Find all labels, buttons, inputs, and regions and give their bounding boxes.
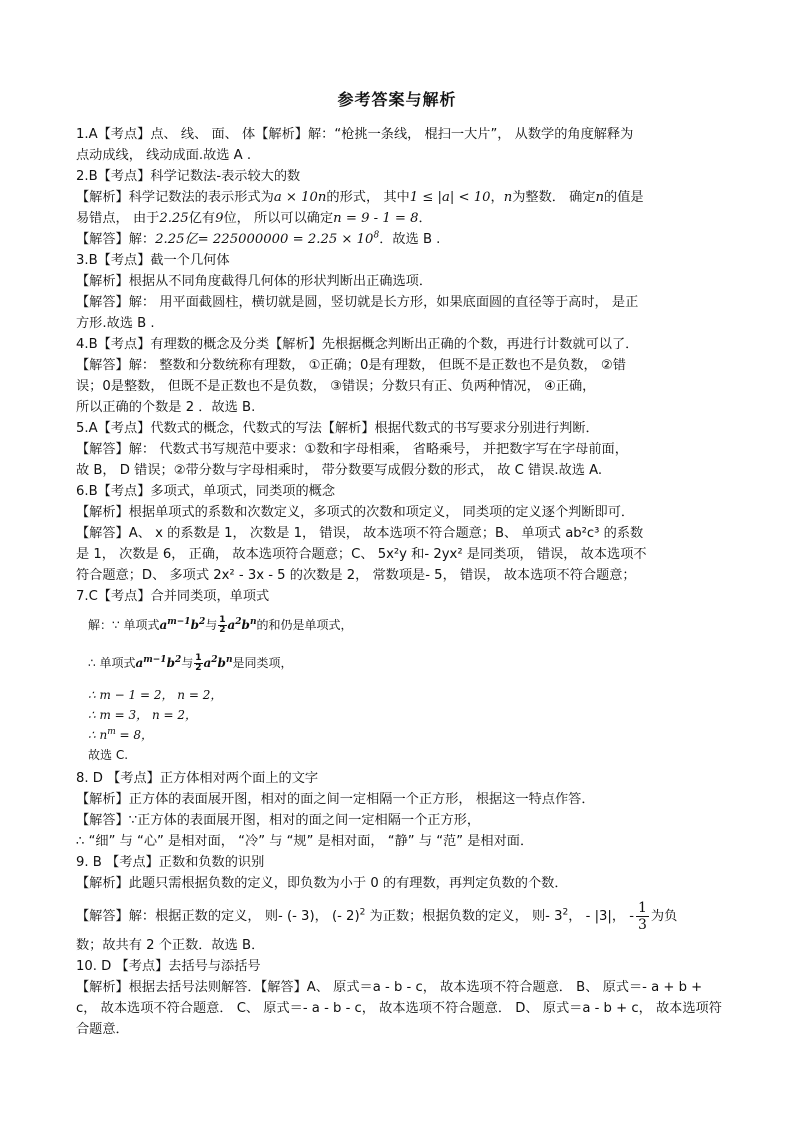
text: 的值是	[604, 190, 644, 205]
answer-8-line-1: 8. D 【考点】正方体相对两个面上的文字	[76, 771, 319, 786]
text: ．	[418, 211, 432, 226]
text: 【解答】解：	[76, 232, 156, 247]
answer-2-line-3	[76, 210, 432, 228]
math-expr: 9	[215, 211, 224, 226]
answer-7-step-5	[88, 726, 153, 744]
answer-6-line-3: 【解答】A、 x 的系数是 1， 次数是 1， 错误， 故本选项不符合题意；B、 单项式 ab²c³ 的系数	[76, 526, 644, 541]
answer-10-line-2: 【解析】根据去括号法则解答．【解答】A、 原式＝a - b - c， 故本选项不符合题意． B、 原式＝- a + b +	[76, 980, 703, 995]
monomial-2: $a^2b^n$	[203, 655, 233, 670]
answer-6-line-5: 符合题意；D、 多项式 2x² - 3x - 5 的次数是 2， 常数项是- 5， 错误， 故本选项不符合题意；	[76, 568, 636, 583]
math-expr: 2.25	[159, 211, 189, 226]
answer-4-line-2: 【解答】解： 整数和分数统称有理数， ①正确；0是有理数， 但既不是正数也不是负数， ②错	[76, 358, 626, 373]
answer-6-line-1: 6.B【考点】多项式，单项式，同类项的概念	[76, 484, 336, 499]
monomial-1: $a^{m-1}b^2$	[159, 617, 206, 632]
answer-7-step-1	[88, 616, 353, 635]
text: 亿有	[188, 211, 216, 226]
answer-5-line-3: 故 B， D 错误；②带分数与字母相乘时， 带分数要写成假分数的形式， 故 C 错误.故选 A.	[76, 463, 603, 478]
text: ， - |3|， -	[568, 909, 634, 924]
text: 的形式， 其中	[326, 190, 410, 205]
answer-2-line-2	[76, 189, 644, 207]
text: 【解答】解：根据正数的定义， 则- (- 3)， (- 2)	[76, 909, 360, 924]
answer-2-line-4	[76, 231, 440, 249]
connector: 与	[205, 618, 218, 632]
text: ∴ n	[88, 728, 108, 742]
math-expr: 1 ≤ |a| < 10	[409, 190, 491, 205]
answer-3-line-2: 【解析】根据从不同角度截得几何体的形状判断出正确选项．	[76, 274, 433, 289]
answer-10-line-3: c， 故本选项不符合题意． C、 原式＝- a - b - c， 故本选项不符合题意． D、 原式＝a - b + c， 故本选项符	[76, 1001, 722, 1016]
answer-8-line-4: ∴ “细” 与 “心” 是相对面， “冷” 与 “规” 是相对面， “静” 与 “范” 是相对面．	[76, 834, 534, 849]
text: 为正数；根据负数的定义， 则- 3	[365, 909, 563, 924]
text: ．故选 B .	[379, 232, 441, 247]
answer-9-line-2: 【解析】此题只需根据负数的定义，即负数为小于 0 的有理数，再判定负数的个数．	[76, 876, 568, 891]
exponent: 2	[562, 907, 569, 918]
math-expr: n	[595, 190, 605, 205]
monomial-1: $a^{m-1}b^2$	[135, 655, 182, 670]
answer-9-line-4: 数；故共有 2 个正数．故选 B．	[76, 938, 265, 953]
answer-5-line-1: 5.A【考点】代数式的概念，代数式的写法【解析】根据代数式的书写要求分别进行判断．	[76, 421, 599, 436]
answer-6-line-2: 【解析】根据单项式的系数和次数定义，多项式的次数和项定义， 同类项的定义逐个判断即可．	[76, 505, 635, 520]
math-expr: 2.25亿= 225000000 = 2.25 × 10	[155, 232, 374, 247]
answer-2-line-1: 2.B【考点】科学记数法-表示较大的数	[76, 169, 301, 184]
answer-7-step-6: 故选 C.	[88, 748, 129, 762]
answer-3-line-4: 方形.故选 B .	[76, 316, 155, 331]
monomial-2: $a^2b^n$	[227, 617, 257, 632]
fraction-half: $\frac{1}{2}$	[219, 615, 226, 635]
fraction-one-third: $\frac{1}{3}$	[638, 899, 647, 933]
answer-7-step-2	[88, 654, 293, 673]
answer-7-line-1: 7.C【考点】合并同类项，单项式	[76, 589, 270, 604]
math-expr: n	[503, 190, 513, 205]
exponent: m	[107, 727, 116, 737]
fraction-half: $\frac{1}{2}$	[195, 653, 202, 673]
exponent: 2	[359, 907, 366, 918]
answer-9-line-1: 9. B 【考点】正数和负数的识别	[76, 855, 265, 870]
text: 为整数． 确定	[512, 190, 596, 205]
answer-7-step-4: ∴ m = 3， n = 2，	[88, 708, 198, 722]
answer-1-line-2: 点动成线， 线动成面.故选 A .	[76, 148, 252, 163]
answer-10-line-1: 10. D 【考点】去括号与添括号	[76, 959, 261, 974]
exponent: 8	[373, 230, 380, 241]
text: 为负	[650, 909, 678, 924]
text: 【解析】科学记数法的表示形式为	[76, 190, 274, 205]
text: = 8，	[115, 728, 154, 742]
answer-4-line-3: 误；0是整数， 但既不是正数也不是负数， ③错误；分数只有正、负两种情况， ④正确，	[76, 379, 596, 394]
connector: 与	[181, 656, 194, 670]
answer-3-line-1: 3.B【考点】截一个几何体	[76, 253, 230, 268]
answer-5-line-2: 【解答】解： 代数式书写规范中要求：①数和字母相乘， 省略乘号， 并把数字写在字母前面，	[76, 442, 628, 457]
answer-6-line-4: 是 1， 次数是 6， 正确， 故本选项符合题意；C、 5x²y 和- 2yx² 是同类项， 错误， 故本选项不	[76, 547, 647, 562]
text: 是同类项，	[232, 656, 293, 670]
answer-7-step-3: ∴ m − 1 = 2， n = 2，	[88, 688, 223, 702]
math-expr: n = 9 - 1 = 8	[333, 211, 419, 226]
text: ，	[490, 190, 504, 205]
text: 位， 所以可以确定	[223, 211, 334, 226]
answer-8-line-3: 【解答】∵正方体的表面展开图，相对的面之间一定相隔一个正方形，	[76, 813, 481, 828]
answer-1-line-1: 1.A【考点】点、 线、 面、 体【解析】解：“枪挑一条线， 棍扫一大片”， 从数学的角度解释为	[76, 127, 634, 142]
text: 的和仍是单项式，	[256, 618, 353, 632]
text: 易错点， 由于	[76, 211, 160, 226]
math-expr: a × 10n	[273, 190, 327, 205]
text: ∴ 单项式	[88, 656, 136, 670]
page-title: 参考答案与解析	[337, 90, 457, 109]
answer-9-line-3	[76, 899, 677, 935]
answer-4-line-1: 4.B【考点】有理数的概念及分类【解析】先根据概念判断出正确的个数，再进行计数就可以了．	[76, 337, 639, 352]
answer-10-line-4: 合题意．	[76, 1022, 129, 1037]
answer-3-line-3: 【解答】解： 用平面截圆柱，横切就是圆，竖切就是长方形，如果底面圆的直径等于高时， 是正	[76, 295, 639, 310]
text: 解：∵ 单项式	[88, 618, 160, 632]
answer-4-line-4: 所以正确的个数是 2 ．故选 B.	[76, 400, 256, 415]
answer-8-line-2: 【解析】正方体的表面展开图，相对的面之间一定相隔一个正方形， 根据这一特点作答．	[76, 792, 595, 807]
